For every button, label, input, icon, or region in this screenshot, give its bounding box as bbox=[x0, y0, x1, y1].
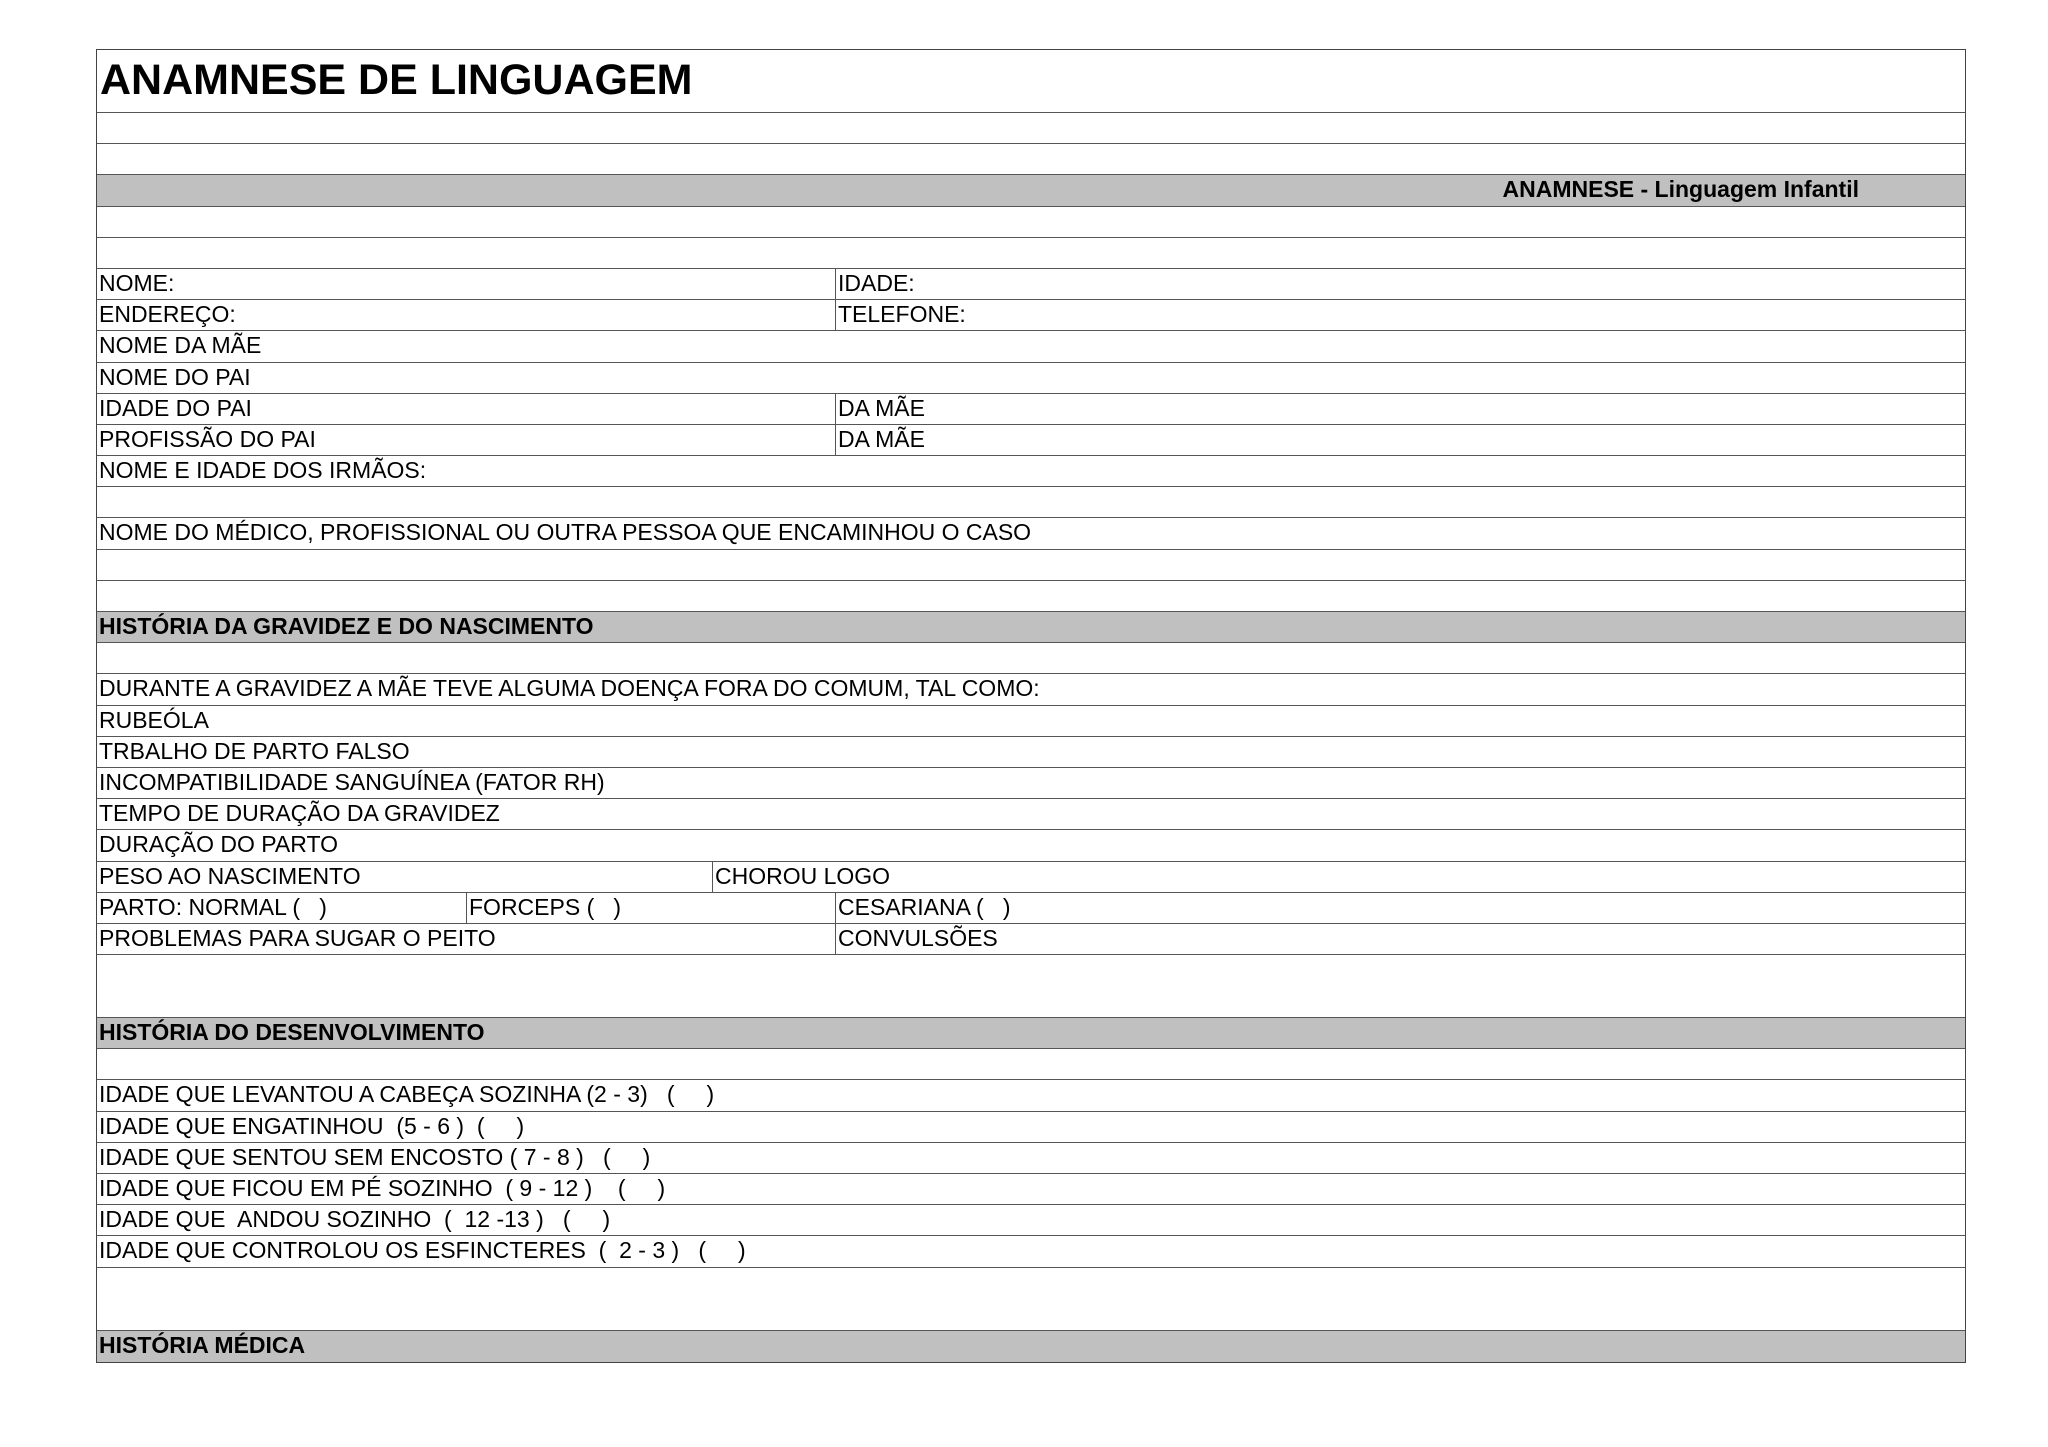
idade-pais-row bbox=[97, 394, 1965, 425]
doenca-field[interactable]: DURANTE A GRAVIDEZ A MÃE TEVE ALGUMA DOENÇA FORA DO COMUM, TAL COMO: bbox=[99, 675, 1040, 702]
rubeola-row bbox=[97, 706, 1965, 737]
desenvolvimento-heading-row bbox=[97, 1018, 1965, 1049]
desenvolvimento-heading: HISTÓRIA DO DESENVOLVIMENTO bbox=[99, 1019, 485, 1046]
dev-item-esfincteres[interactable]: IDADE QUE CONTROLOU OS ESFINCTERES ( 2 - 3 ) ( ) bbox=[99, 1237, 746, 1264]
nome-mae-row bbox=[97, 331, 1965, 362]
gravidez-heading-row bbox=[97, 612, 1965, 643]
blank-row bbox=[97, 1268, 1965, 1331]
idade-mae-field[interactable]: DA MÃE bbox=[835, 394, 1965, 424]
dev-item-sentou[interactable]: IDADE QUE SENTOU SEM ENCOSTO ( 7 - 8 ) ( ) bbox=[99, 1143, 651, 1170]
parto-row bbox=[97, 893, 1965, 924]
dev-row bbox=[97, 1205, 1965, 1236]
idade-field[interactable]: IDADE: bbox=[835, 269, 1965, 299]
blank-row bbox=[97, 238, 1965, 269]
gravidez-heading: HISTÓRIA DA GRAVIDEZ E DO NASCIMENTO bbox=[99, 613, 594, 639]
dev-row bbox=[97, 1236, 1965, 1267]
anamnese-form bbox=[96, 49, 1966, 1363]
rubeola-field[interactable]: RUBEÓLA bbox=[99, 706, 209, 733]
nome-mae-field[interactable]: NOME DA MÃE bbox=[99, 332, 262, 359]
endereco-row bbox=[97, 300, 1965, 331]
idade-pai-field[interactable]: IDADE DO PAI bbox=[99, 394, 252, 421]
tempo-gravidez-field[interactable]: TEMPO DE DURAÇÃO DA GRAVIDEZ bbox=[99, 800, 500, 827]
parto-normal-field[interactable]: PARTO: NORMAL ( ) bbox=[99, 893, 327, 920]
nome-pai-field[interactable]: NOME DO PAI bbox=[99, 363, 251, 390]
endereco-field[interactable]: ENDEREÇO: bbox=[99, 301, 236, 328]
blank-row bbox=[97, 643, 1965, 674]
tempo-gravidez-row bbox=[97, 799, 1965, 830]
dev-item-em-pe[interactable]: IDADE QUE FICOU EM PÉ SOZINHO ( 9 - 12 ) ( ) bbox=[99, 1175, 666, 1201]
chorou-field[interactable]: CHOROU LOGO bbox=[712, 862, 1965, 892]
blank-row bbox=[97, 144, 1965, 175]
medica-heading: HISTÓRIA MÉDICA bbox=[99, 1331, 306, 1358]
profissao-mae-field[interactable]: DA MÃE bbox=[835, 425, 1965, 455]
cesariana-field[interactable]: CESARIANA ( ) bbox=[835, 893, 1965, 923]
forceps-field[interactable]: FORCEPS ( ) bbox=[466, 893, 835, 923]
doenca-row bbox=[97, 674, 1965, 705]
nome-pai-row bbox=[97, 363, 1965, 394]
subtitle-row bbox=[97, 175, 1965, 206]
dev-row bbox=[97, 1112, 1965, 1143]
dev-item-andou[interactable]: IDADE QUE ANDOU SOZINHO ( 12 -13 ) ( ) bbox=[99, 1206, 611, 1233]
trabalho-falso-row bbox=[97, 737, 1965, 768]
dev-row bbox=[97, 1143, 1965, 1174]
nome-row bbox=[97, 269, 1965, 300]
page-title: ANAMNESE DE LINGUAGEM bbox=[100, 56, 693, 104]
peso-field[interactable]: PESO AO NASCIMENTO bbox=[99, 862, 361, 889]
convulsoes-field[interactable]: CONVULSÕES bbox=[835, 924, 1965, 954]
blank-row bbox=[97, 207, 1965, 238]
encaminhou-row bbox=[97, 518, 1965, 549]
incompatibilidade-row bbox=[97, 768, 1965, 799]
telefone-field[interactable]: TELEFONE: bbox=[835, 300, 1965, 330]
blank-row bbox=[97, 955, 1965, 1018]
trabalho-falso-field[interactable]: TRBALHO DE PARTO FALSO bbox=[99, 737, 410, 764]
irmaos-field[interactable]: NOME E IDADE DOS IRMÃOS: bbox=[99, 457, 427, 484]
blank-row bbox=[97, 487, 1965, 518]
dev-row bbox=[97, 1080, 1965, 1111]
nome-field[interactable]: NOME: bbox=[99, 269, 175, 296]
duracao-parto-field[interactable]: DURAÇÃO DO PARTO bbox=[99, 831, 338, 858]
blank-row bbox=[97, 1049, 1965, 1080]
blank-row bbox=[97, 581, 1965, 612]
sugar-row bbox=[97, 924, 1965, 955]
dev-item-engatinhou[interactable]: IDADE QUE ENGATINHOU (5 - 6 ) ( ) bbox=[99, 1112, 525, 1139]
profissao-row bbox=[97, 425, 1965, 456]
subtitle: ANAMNESE - Linguagem Infantil bbox=[1502, 176, 1859, 203]
irmaos-row bbox=[97, 456, 1965, 487]
encaminhou-field[interactable]: NOME DO MÉDICO, PROFISSIONAL OU OUTRA PESSOA QUE ENCAMINHOU O CASO bbox=[99, 519, 1032, 546]
sugar-field[interactable]: PROBLEMAS PARA SUGAR O PEITO bbox=[99, 924, 496, 951]
title-row bbox=[97, 50, 1965, 113]
incompatibilidade-field[interactable]: INCOMPATIBILIDADE SANGUÍNEA (FATOR RH) bbox=[99, 768, 605, 795]
blank-row bbox=[97, 550, 1965, 581]
profissao-pai-field[interactable]: PROFISSÃO DO PAI bbox=[99, 425, 316, 452]
peso-row bbox=[97, 862, 1965, 893]
blank-row bbox=[97, 113, 1965, 144]
duracao-parto-row bbox=[97, 830, 1965, 861]
medica-heading-row bbox=[97, 1331, 1965, 1362]
dev-item-cabeca[interactable]: IDADE QUE LEVANTOU A CABEÇA SOZINHA (2 - 3) ( ) bbox=[99, 1081, 715, 1108]
dev-row bbox=[97, 1174, 1965, 1205]
